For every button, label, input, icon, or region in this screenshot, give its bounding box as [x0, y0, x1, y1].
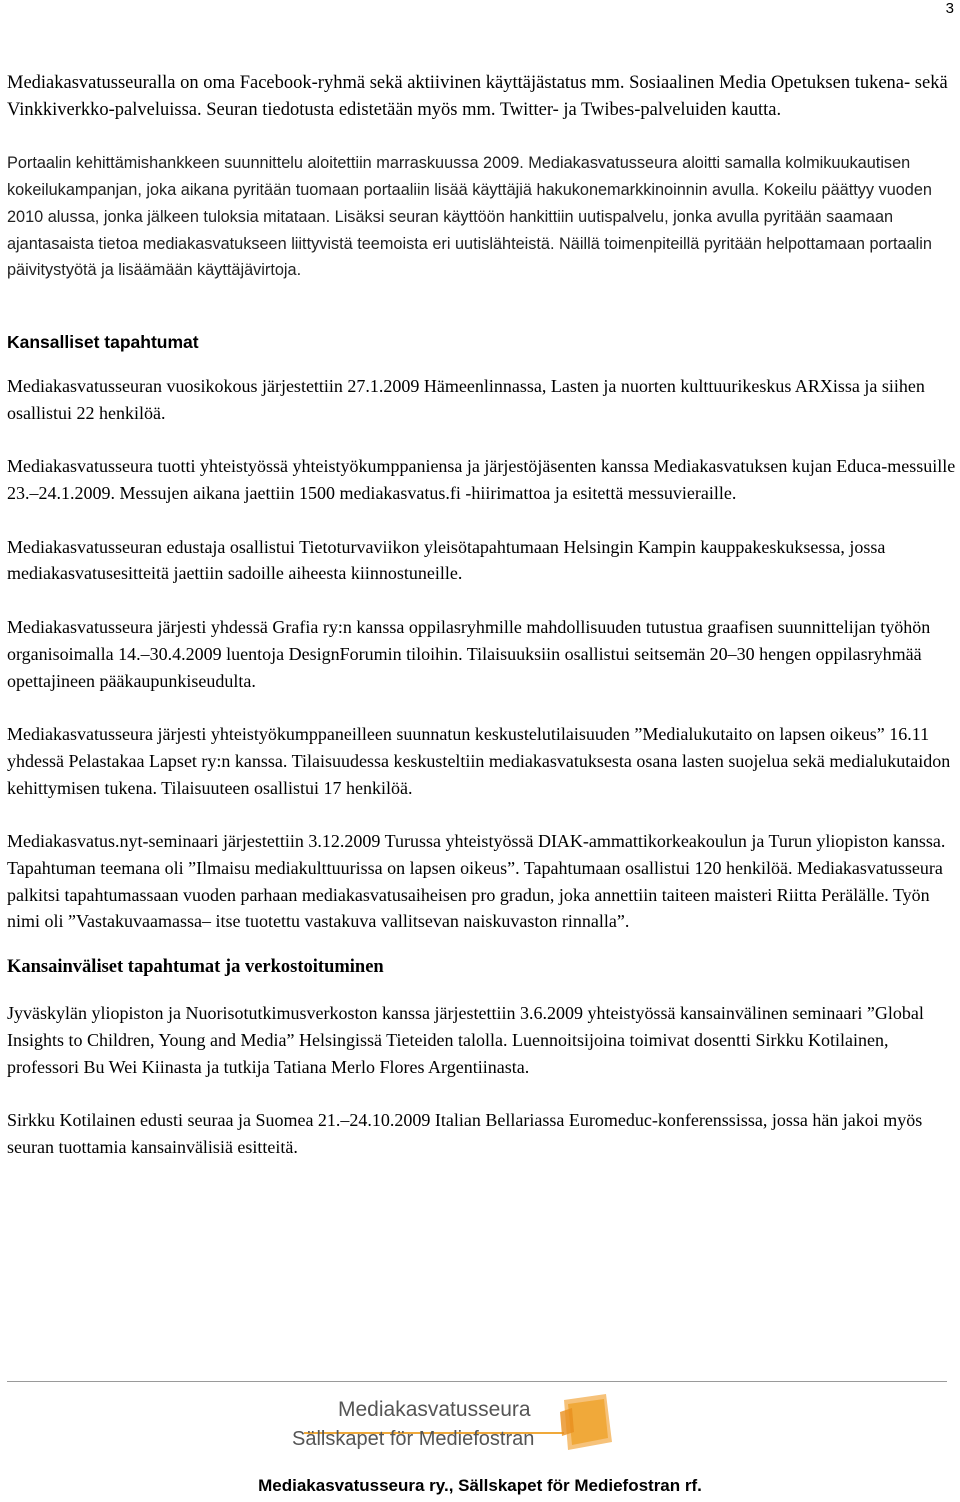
international-paragraph-2: Sirkku Kotilainen edusti seuraa ja Suomea 21.–24.10.2009 Italian Bellariassa Euromeduc-konferenssissa, jossa hän jakoi myös seuran tuottamia kansainvälisiä esitteitä.: [7, 1110, 923, 1157]
national-paragraph-2: Mediakasvatusseura tuotti yhteistyössä yhteistyökumppaniensa ja järjestöjäsenten kanssa Mediakasvatuksen kujan Educa-messuille 23.–24.1.2009. Messujen aikana jaettiin 1500 mediakasvatus.fi -hiirimattoa ja esitettä messuvieraille.: [7, 456, 956, 504]
national-paragraph-4: Mediakasvatusseura järjesti yhdessä Grafia ry:n kanssa oppilasryhmille mahdollisuuden tutustua graafisen suunnittelijan työhön organisoimalla 14.–30.4.2009 luentoja DesignForumin tiloihin. Tilaisuuksiin osallistui seitsemän 20–30 hengen oppilasryhmää opettajineen pääkaupunkiseudulta.: [7, 617, 931, 691]
section-heading-national: Kansalliset tapahtumat: [7, 331, 199, 352]
document-body: [7, 70, 957, 1188]
organization-logo: [290, 1392, 620, 1468]
logo-name-swedish: Sällskapet för Mediefostran: [292, 1428, 535, 1450]
national-paragraph-1: Mediakasvatusseuran vuosikokous järjestettiin 27.1.2009 Hämeenlinnassa, Lasten ja nuorten kulttuurikeskus ARXissa ja siihen osallistui 22 henkilöä.: [7, 375, 925, 423]
international-paragraph-1: Jyväskylän yliopiston ja Nuorisotutkimusverkoston kanssa järjestettiin 3.6.2009 yhteistyössä kansainvälinen seminaari ”Global Insights to Children, Young and Media” Helsingissä Tieteiden talolla. Luennoitsijoina toimivat dosentti Sirkku Kotilainen, professori Bu Wei Kiinasta ja tutkija Tatiana Merlo Flores Argentiinasta.: [7, 1003, 924, 1077]
logo-page-icon: [558, 1392, 614, 1454]
page-number: 3: [945, 0, 954, 17]
intro-paragraph-2: Portaalin kehittämishankkeen suunnittelu aloitettiin marraskuussa 2009. Mediakasvatusseura aloitti samalla kolmikuukautisen kokeilukampanjan, joka aikana pyritään tuomaan portaaliin lisää käyttäjiä hakukonemarkkinoinnin avulla. Kokeilu päättyy vuoden 2010 alussa, jonka jälkeen tuloksia mitataan. Lisäksi seuran käyttöön hankittiin uutispalvelu, jonka avulla pyritään saamaan ajantasaista tietoa mediakasvatukseen liittyvistä teemoista eri uutislähteistä. Näillä toimenpiteillä pyritään helpottamaan portaalin päivitystyötä ja lisäämään käyttäjävirtoja.: [7, 154, 932, 280]
section-heading-international: Kansainväliset tapahtumat ja verkostoituminen: [7, 957, 384, 978]
footer-divider: [7, 1381, 947, 1382]
intro-paragraph-1: Mediakasvatusseuralla on oma Facebook-ryhmä sekä aktiivinen käyttäjästatus mm. Sosiaalinen Media Opetuksen tukena- sekä Vinkkiverkko-palveluissa. Seuran tiedotusta edistetään myös mm. Twitter- ja Twibes-palveluiden kautta.: [7, 73, 948, 120]
national-paragraph-6: Mediakasvatus.nyt-seminaari järjestettiin 3.12.2009 Turussa yhteistyössä DIAK-ammattikorkeakoulun ja Turun yliopiston kanssa. Tapahtuman teemana oli ”Ilmaisu mediakulttuurissa on lapsen oikeus”. Tapahtumaan osallistui 120 henkilöä. Mediakasvatusseura palkitsi tapahtumassaan vuoden parhaan mediakasvatusaiheisen pro gradun, joka annettiin taiteen maisteri Riitta Perälälle. Työn nimi oli ”Vastakuvaamassa– itse tuotettu vastakuva vallitsevan naiskuvaston rinnalla”.: [7, 831, 946, 932]
national-paragraph-5: Mediakasvatusseura järjesti yhteistyökumppaneilleen suunnatun keskustelutilaisuuden ”Medialukutaito on lapsen oikeus” 16.11 yhdessä Pelastakaa Lapset ry:n kanssa. Tilaisuudessa keskusteltiin mediakasvatuksesta osana lasten suojelua sekä medialukutaidon kehittymisen tukena. Tilaisuuteen osallistui 17 henkilöä.: [7, 724, 951, 798]
logo-name-finnish: Mediakasvatusseura: [338, 1398, 531, 1421]
footer-organization: Mediakasvatusseura ry., Sällskapet för Mediefostran rf.: [258, 1476, 702, 1495]
national-paragraph-3: Mediakasvatusseuran edustaja osallistui Tietoturvaviikon yleisötapahtumaan Helsingin Kampin kauppakeskuksessa, jossa mediakasvatusesitteitä jaettiin sadoille aiheesta kiinnostuneille.: [7, 536, 886, 584]
